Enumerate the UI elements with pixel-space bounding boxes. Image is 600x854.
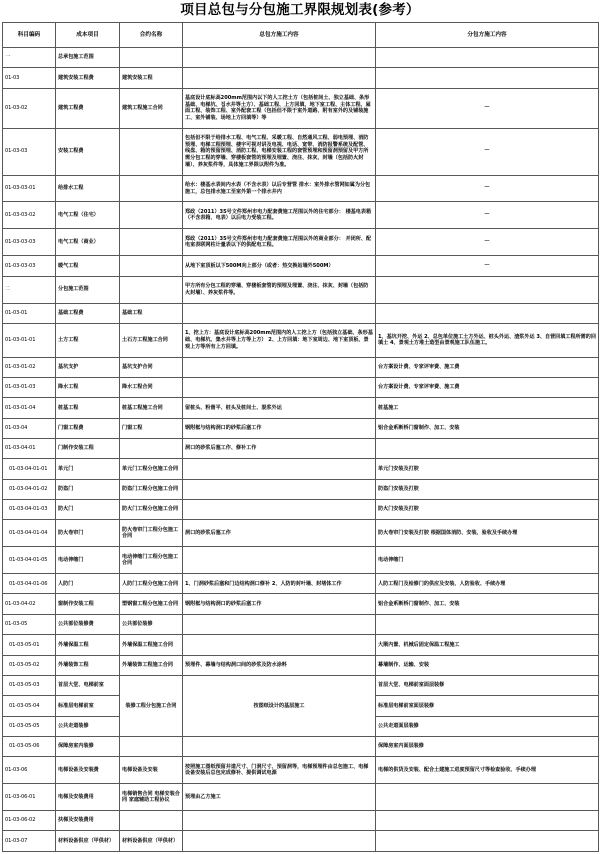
cell-code: 01-03-04-01-05 xyxy=(3,547,56,574)
table-row xyxy=(3,479,599,499)
cell-contract-name: 基础工程 xyxy=(120,303,183,323)
cell-cost-item: 电梯及安装费用 xyxy=(56,784,120,811)
cell-contract-name: 外墙装饰工程施工合同 xyxy=(120,655,183,675)
table-row xyxy=(3,418,599,438)
cell-cost-item: 防火门 xyxy=(56,499,120,519)
table-body xyxy=(3,48,599,852)
cell-subcontractor-scope: 电梯的供货及安装、配合土建施工进度预留尺寸等检查验收、手续办理 xyxy=(376,757,599,784)
cell-general-contractor-scope: 按照施工图纸预留井道尺寸、门洞尺寸、预留洞等，电梯预埋件由总包施工、电梯设备安装后总包完成修补、提供调试电源 xyxy=(183,757,376,784)
cell-cost-item: 电梯设备及安装费 xyxy=(56,757,120,784)
cell-general-contractor-scope xyxy=(183,68,376,88)
cell-subcontractor-scope: 台方案设计费、专家评审费、施工费 xyxy=(376,357,599,377)
cell-code: 01-03-06-01 xyxy=(3,784,56,811)
table-row xyxy=(3,574,599,594)
cell-code: 一 xyxy=(3,48,56,68)
cell-subcontractor-scope xyxy=(376,614,599,634)
cell-code: 01-03-06 xyxy=(3,757,56,784)
cell-contract-name xyxy=(120,229,183,256)
table-header-row xyxy=(3,23,599,48)
cell-subcontractor-scope xyxy=(376,68,599,88)
cell-contract-name xyxy=(120,438,183,458)
table-row xyxy=(3,128,599,175)
cell-contract-name: 装修工程分包施工合同 xyxy=(120,675,183,736)
cell-general-contractor-scope xyxy=(183,831,376,851)
cell-cost-item: 降水工程 xyxy=(56,377,120,397)
cell-contract-name: 降水工程合同 xyxy=(120,377,183,397)
table-row xyxy=(3,594,599,614)
cell-subcontractor-scope: 防火卷帘门安装及打胶 根据国体消防、安装、验收及手续办理 xyxy=(376,520,599,547)
cell-code: 01-03-04-01-06 xyxy=(3,574,56,594)
cell-subcontractor-scope-empty: － xyxy=(376,229,599,256)
cell-code: 01-03-04-01-01 xyxy=(3,459,56,479)
cell-contract-name: 建筑安装工程 xyxy=(120,68,183,88)
cell-contract-name: 材料设备供应（甲供材） xyxy=(120,831,183,851)
cell-general-contractor-scope: 1、挖上方：基底设计底标高200mm范围内的人工挖上方（包括独立基础、条形基础、电梯坑、集水井等上方等上方） 2、上方回填：地下室周边、地下室顶板、景观上方等所有上方回填。 xyxy=(183,323,376,357)
cell-contract-name: 基坑支护合同 xyxy=(120,357,183,377)
table-row xyxy=(3,459,599,479)
cell-code: 01-03-03 xyxy=(3,128,56,175)
cell-code: 01-03-03-02 xyxy=(3,202,56,229)
cell-subcontractor-scope: 铝合金系断桥门窗制作、加工、安装 xyxy=(376,594,599,614)
cell-subcontractor-scope-empty: － xyxy=(376,175,599,202)
cell-contract-name: 建筑工程施工合同 xyxy=(120,88,183,128)
cell-code: 01-03-01-03 xyxy=(3,377,56,397)
cell-contract-name: 防盗门工程分包施工合同 xyxy=(120,479,183,499)
cell-general-contractor-scope: 1、门洞砂浆后塞和门边结构洞口修补 2、人防的封叶墙、封堵体工作 xyxy=(183,574,376,594)
cell-general-contractor-scope: 从地下室顶板以下500M向上部分（或者：热交换站墙外500M） xyxy=(183,256,376,276)
cell-cost-item: 基础工程费 xyxy=(56,303,120,323)
cell-general-contractor-scope xyxy=(183,377,376,397)
cell-subcontractor-scope xyxy=(376,303,599,323)
table-row xyxy=(3,520,599,547)
cell-contract-name: 人防门工程分包施工合同 xyxy=(120,574,183,594)
cell-code: 01-03-03-01 xyxy=(3,175,56,202)
cell-cost-item: 标准层电梯前室 xyxy=(56,696,120,716)
cell-contract-name: 单元门工程分包施工合同 xyxy=(120,459,183,479)
cell-subcontractor-scope: 防火门安装及打胶 xyxy=(376,499,599,519)
cell-subcontractor-scope-empty: － xyxy=(376,202,599,229)
cell-general-contractor-scope xyxy=(183,357,376,377)
cell-subcontractor-scope xyxy=(376,784,599,811)
cell-cost-item: 门制作安装工程 xyxy=(56,438,120,458)
cell-contract-name: 外墙保温工程施工合同 xyxy=(120,635,183,655)
cell-cost-item: 桩基工程 xyxy=(56,398,120,418)
cell-general-contractor-scope xyxy=(183,499,376,519)
cell-code: 01-03-04-01-02 xyxy=(3,479,56,499)
cell-subcontractor-scope: 首层大堂、电梯前室面层装修 xyxy=(376,675,599,695)
table-row xyxy=(3,499,599,519)
column-header-contract: 合约名称 xyxy=(120,23,183,48)
cell-cost-item: 保障房室内装修 xyxy=(56,736,120,756)
cell-cost-item: 电气工程（商业） xyxy=(56,229,120,256)
cell-code: 01-03-04-01-03 xyxy=(3,499,56,519)
cell-cost-item: 人防门 xyxy=(56,574,120,594)
table-row xyxy=(3,202,599,229)
cell-subcontractor-scope: 铝合金系断桥门窗制作、加工、安装 xyxy=(376,418,599,438)
cell-code: 01-03-05-04 xyxy=(3,696,56,716)
cell-contract-name: 电梯销售合同 电梯安装合同 家庭辅助工程协议 xyxy=(120,784,183,811)
cell-cost-item: 建筑安装工程费 xyxy=(56,68,120,88)
table-row xyxy=(3,323,599,357)
cell-cost-item: 分包施工范围 xyxy=(56,276,120,303)
cell-subcontractor-scope: 单元门安装及打胶 xyxy=(376,459,599,479)
cell-contract-name: 塑钢窗工程分包施工合同 xyxy=(120,594,183,614)
cell-cost-item: 电动伸缩门 xyxy=(56,547,120,574)
cell-contract-name xyxy=(120,202,183,229)
cell-subcontractor-scope-empty: － xyxy=(376,128,599,175)
cell-cost-item: 外墙保温工程 xyxy=(56,635,120,655)
page-title: 项目总包与分包施工界限规划表(参考） xyxy=(180,2,420,18)
cell-subcontractor-scope: 大顺内置、机械后固定保温工程施工 xyxy=(376,635,599,655)
table-row xyxy=(3,68,599,88)
cell-contract-name: 防火门工程分包施工合同 xyxy=(120,499,183,519)
cell-general-contractor-scope: 钢附框与结构洞口的砂浆后塞工作 xyxy=(183,594,376,614)
cell-cost-item: 防盗门 xyxy=(56,479,120,499)
cell-general-contractor-scope: 郑政（2011）35号文件郑州市电力配套费施工范围以外的商业部分： 并闭所、配电室表联网柱计量表以下的供配电工程。 xyxy=(183,229,376,256)
cell-contract-name: 桩基工程施工合同 xyxy=(120,398,183,418)
cell-cost-item: 窗制作安装工程 xyxy=(56,594,120,614)
cell-cost-item: 给排水工程 xyxy=(56,175,120,202)
cell-code: 01-03-05 xyxy=(3,614,56,634)
cell-contract-name: 门窗工程 xyxy=(120,418,183,438)
table-row xyxy=(3,438,599,458)
table-row xyxy=(3,635,599,655)
cell-subcontractor-scope xyxy=(376,276,599,303)
column-header-code: 科目编码 xyxy=(3,23,56,48)
table-header xyxy=(3,23,599,48)
table-row xyxy=(3,48,599,68)
cell-cost-item: 建筑工程费 xyxy=(56,88,120,128)
cell-code: 01-03-01-02 xyxy=(3,357,56,377)
cell-contract-name xyxy=(120,256,183,276)
table-row xyxy=(3,547,599,574)
table-row xyxy=(3,357,599,377)
cell-subcontractor-scope: 保障房室内面层装修 xyxy=(376,736,599,756)
cell-general-contractor-scope: 钢附框与结构洞口的砂浆后塞工作 xyxy=(183,418,376,438)
cell-code: 01-03-06-02 xyxy=(3,811,56,831)
cell-code: 01-03-05-06 xyxy=(3,736,56,756)
cell-contract-name: 土石方工程施工合同 xyxy=(120,323,183,357)
cell-cost-item: 外墙装饰工程 xyxy=(56,655,120,675)
table-row xyxy=(3,256,599,276)
cell-general-contractor-scope xyxy=(183,547,376,574)
cell-contract-name xyxy=(120,175,183,202)
cell-code: 01-03-01 xyxy=(3,303,56,323)
cell-general-contractor-scope xyxy=(183,479,376,499)
table-row xyxy=(3,831,599,851)
cell-subcontractor-scope xyxy=(376,811,599,831)
table-row xyxy=(3,276,599,303)
cell-code: 01-03-07 xyxy=(3,831,56,851)
column-header-item: 成本项目 xyxy=(56,23,120,48)
cell-contract-name: 防火卷帘门工程分包施工合同 xyxy=(120,520,183,547)
cell-cost-item: 公共部位装修费 xyxy=(56,614,120,634)
cell-cost-item: 首层大堂、电梯前室 xyxy=(56,675,120,695)
cell-subcontractor-scope xyxy=(376,48,599,68)
cell-subcontractor-scope: 电动伸缩门 xyxy=(376,547,599,574)
cell-general-contractor-scope: 洞口的砂浆后塞工作 xyxy=(183,520,376,547)
cell-general-contractor-scope xyxy=(183,635,376,655)
cell-code: 01-03-02 xyxy=(3,88,56,128)
cell-general-contractor-scope: 留桩头、粉凿平、桩头及桩间土、混浆外运 xyxy=(183,398,376,418)
cell-general-contractor-scope: 基底设计底标高200mm范围内以下的人工挖土方（包括桩间土、独立基础、条形基础、电梯坑、집水井等土方）、基础工程、上方回填、地下室工程、主体工程、屋面工程、装饰工程、室外配套工程（包括但不限于室外道路、附有室外的及铺装施工、室外铺装、场地上方回填等）等 xyxy=(183,88,376,128)
cell-cost-item: 基坑支护 xyxy=(56,357,120,377)
cell-code: 01-03-05-01 xyxy=(3,635,56,655)
cell-code: 01-03-01-04 xyxy=(3,398,56,418)
cell-subcontractor-scope: 人防工程门及检修门的供应及安装、人防验收、手续办理 xyxy=(376,574,599,594)
table-row xyxy=(3,398,599,418)
table-row xyxy=(3,614,599,634)
cell-general-contractor-scope: 郑政（2011）35号文件郑州市电力配套费施工范围以外的住宅部分： 楼基电表箱（不含表箱、电表）以后电力受装工程。 xyxy=(183,202,376,229)
cell-general-contractor-scope xyxy=(183,614,376,634)
cell-general-contractor-scope xyxy=(183,48,376,68)
cell-subcontractor-scope-empty: － xyxy=(376,256,599,276)
cell-code: 01-03-04-01 xyxy=(3,438,56,458)
cell-general-contractor-scope: 甲方所有分包工程的穿墙、穿楼板套管的预埋及埋置、浇注、抹灰、封墙（包括防火封墙）、养灰浆件等。 xyxy=(183,276,376,303)
cell-code: 01-03-04 xyxy=(3,418,56,438)
cell-subcontractor-scope: 台方案设计费、专家评审费、施工费 xyxy=(376,377,599,397)
table-row xyxy=(3,303,599,323)
cell-code: 01-03-01-01 xyxy=(3,323,56,357)
table-row xyxy=(3,175,599,202)
cell-code: 01-03-05-05 xyxy=(3,716,56,736)
column-header-sub: 分包方施工内容 xyxy=(376,23,599,48)
cell-contract-name xyxy=(120,276,183,303)
cell-cost-item: 土方工程 xyxy=(56,323,120,357)
cell-code: 01-03 xyxy=(3,68,56,88)
cell-general-contractor-scope: 按图纸设计的基层施工 xyxy=(183,675,376,736)
cell-subcontractor-scope: 1、基坑开挖、外运 2、总包单位施工土方外运、桩头外运、渣浆外运 3、自营回填工程所需的回填土 4、景观土方堆土造型由景观施工队伍施工。 xyxy=(376,323,599,357)
cell-code: 01-03-05-02 xyxy=(3,655,56,675)
cell-cost-item: 总承包施工范围 xyxy=(56,48,120,68)
table-row xyxy=(3,784,599,811)
cell-contract-name: 电梯设备及安装 xyxy=(120,757,183,784)
cell-cost-item: 扶梯及安装费用 xyxy=(56,811,120,831)
cell-cost-item: 材料设备供应（甲供材） xyxy=(56,831,120,851)
cell-contract-name: 电动伸缩门工程分包施工合同 xyxy=(120,547,183,574)
cell-subcontractor-scope: 幕墙制作、运输、安装 xyxy=(376,655,599,675)
cell-contract-name xyxy=(120,128,183,175)
table-row xyxy=(3,811,599,831)
cell-general-contractor-scope: 洞口的砂浆后塞工作、修补工作 xyxy=(183,438,376,458)
cell-cost-item: 电气工程（住宅） xyxy=(56,202,120,229)
table-row xyxy=(3,655,599,675)
cell-code: 01-03-04-01-04 xyxy=(3,520,56,547)
cell-contract-name xyxy=(120,736,183,756)
cell-code: 二 xyxy=(3,276,56,303)
construction-scope-table xyxy=(2,22,599,852)
cell-cost-item: 防火卷帘门 xyxy=(56,520,120,547)
cell-general-contractor-scope xyxy=(183,736,376,756)
cell-subcontractor-scope-empty: － xyxy=(376,88,599,128)
cell-cost-item: 安装工程费 xyxy=(56,128,120,175)
cell-code: 01-03-04-02 xyxy=(3,594,56,614)
cell-cost-item: 公共走道装修 xyxy=(56,716,120,736)
cell-subcontractor-scope xyxy=(376,831,599,851)
column-header-general: 总包方施工内容 xyxy=(183,23,376,48)
cell-contract-name: 公共部位装修 xyxy=(120,614,183,634)
table-row xyxy=(3,88,599,128)
cell-general-contractor-scope: 预埋由乙方施工 xyxy=(183,784,376,811)
table-row xyxy=(3,736,599,756)
cell-subcontractor-scope: 标准层电梯前室面层装修 xyxy=(376,696,599,716)
table-row xyxy=(3,377,599,397)
cell-cost-item: 门窗工程费 xyxy=(56,418,120,438)
table-row xyxy=(3,229,599,256)
cell-code: 01-03-03-03 xyxy=(3,256,56,276)
cell-cost-item: 暖气工程 xyxy=(56,256,120,276)
cell-code: 01-03-05-03 xyxy=(3,675,56,695)
cell-subcontractor-scope xyxy=(376,438,599,458)
cell-general-contractor-scope: 包括但不限于给排水工程、电气工程、采暖工程、自然通风工程、弱电预埋、消防预埋、电梯工程预埋、楼宇可视对讲及电视、电话、宽带、消防报警系统及配管、线盘、箱的预留预埋、消防工程、电梯安装工程的套管预埋和预留洞预留及甲方所需分包工程的穿墙、穿楼板套管的预埋及埋置、浇注、抹灰、封墙（包括防火封墙）、养灰浆件等，具体施工界限以附件为准。 xyxy=(183,128,376,175)
cell-subcontractor-scope: 桩基施工 xyxy=(376,398,599,418)
cell-cost-item: 单元门 xyxy=(56,459,120,479)
cell-code: 01-03-03-03 xyxy=(3,229,56,256)
cell-general-contractor-scope: 给水：楼基水表间内水表（不含水表）以后专营管 排水：室外排水管网如属为分包施工，总包排水施工至室外第一个排水井内 xyxy=(183,175,376,202)
table-row xyxy=(3,675,599,695)
cell-subcontractor-scope: 公共走道面层装修 xyxy=(376,716,599,736)
cell-general-contractor-scope xyxy=(183,459,376,479)
cell-general-contractor-scope xyxy=(183,303,376,323)
cell-subcontractor-scope: 防盗门安装及打胶 xyxy=(376,479,599,499)
cell-contract-name xyxy=(120,48,183,68)
table-row xyxy=(3,757,599,784)
cell-general-contractor-scope: 预埋件、幕墙与结构洞口间的砂浆及防水涂料 xyxy=(183,655,376,675)
cell-contract-name xyxy=(120,811,183,831)
cell-general-contractor-scope xyxy=(183,811,376,831)
